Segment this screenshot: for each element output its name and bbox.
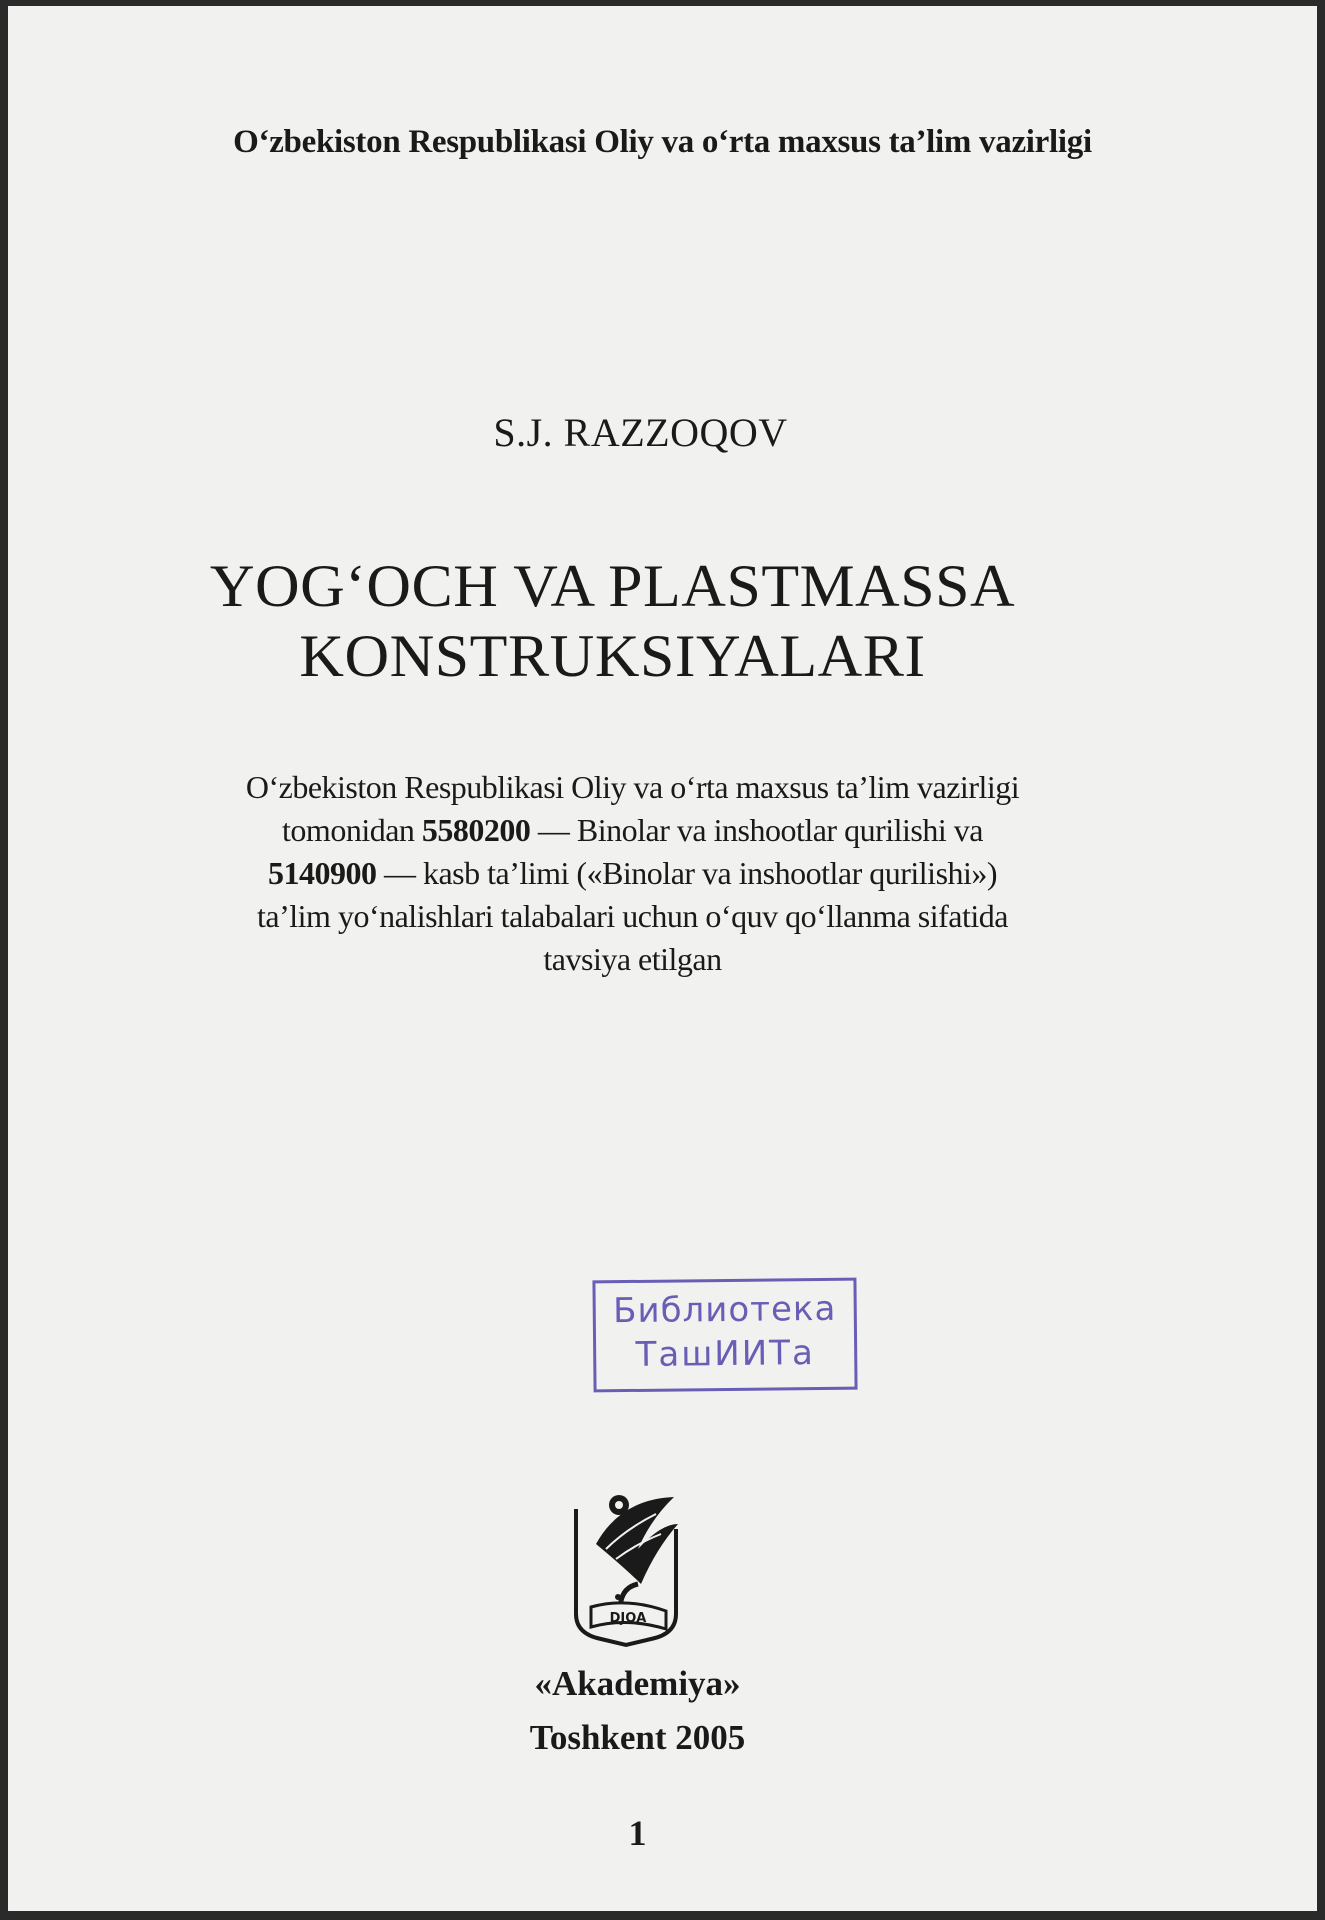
approval-line-2-post: — Binolar va inshootlar qurilishi va (530, 812, 983, 848)
city-year: Toshkent 2005 (529, 1718, 746, 1757)
approval-line-3-post: — kasb ta’limi («Binolar va inshootlar qurilishi») (376, 855, 998, 891)
approval-statement (8, 766, 1257, 981)
program-code-1: 5580200 (421, 812, 531, 848)
approval-line-3 (8, 852, 1257, 895)
title-page (8, 6, 1317, 1911)
approval-line-2-pre: tomonidan (282, 812, 422, 848)
program-code-2: 5140900 (267, 855, 377, 891)
stamp-line-1: Библиотека (612, 1288, 837, 1332)
akademiya-logo-icon (566, 1489, 686, 1649)
book-title-line-1: YOG‘OCH VA PLASTMASSA (209, 553, 1016, 619)
author-name: S.J. RAZZOQOV (493, 410, 788, 455)
approval-line-4: ta’lim yo‘nalishlari talabalari uchun o‘quv qo‘llanma sifatida (257, 898, 1008, 934)
page-number: 1 (628, 1813, 647, 1853)
book-title (8, 551, 1235, 691)
stamp-line-2: ТашИИТа (635, 1333, 815, 1375)
library-stamp (592, 1278, 857, 1393)
approval-line-1: O‘zbekiston Respublikasi Oliy va o‘rta maxsus ta’lim vazirligi (245, 769, 1020, 805)
approval-line-2 (8, 809, 1257, 852)
svg-text:DJQA: DJQA (609, 1611, 647, 1626)
ministry-heading: O‘zbekiston Respublikasi Oliy va o‘rta maxsus ta’lim vazirligi (233, 124, 1092, 160)
approval-line-5: tavsiya etilgan (543, 941, 722, 977)
book-title-line-2: KONSTRUKSIYALARI (299, 623, 926, 689)
publisher-name: «Akademiya» (534, 1664, 741, 1703)
